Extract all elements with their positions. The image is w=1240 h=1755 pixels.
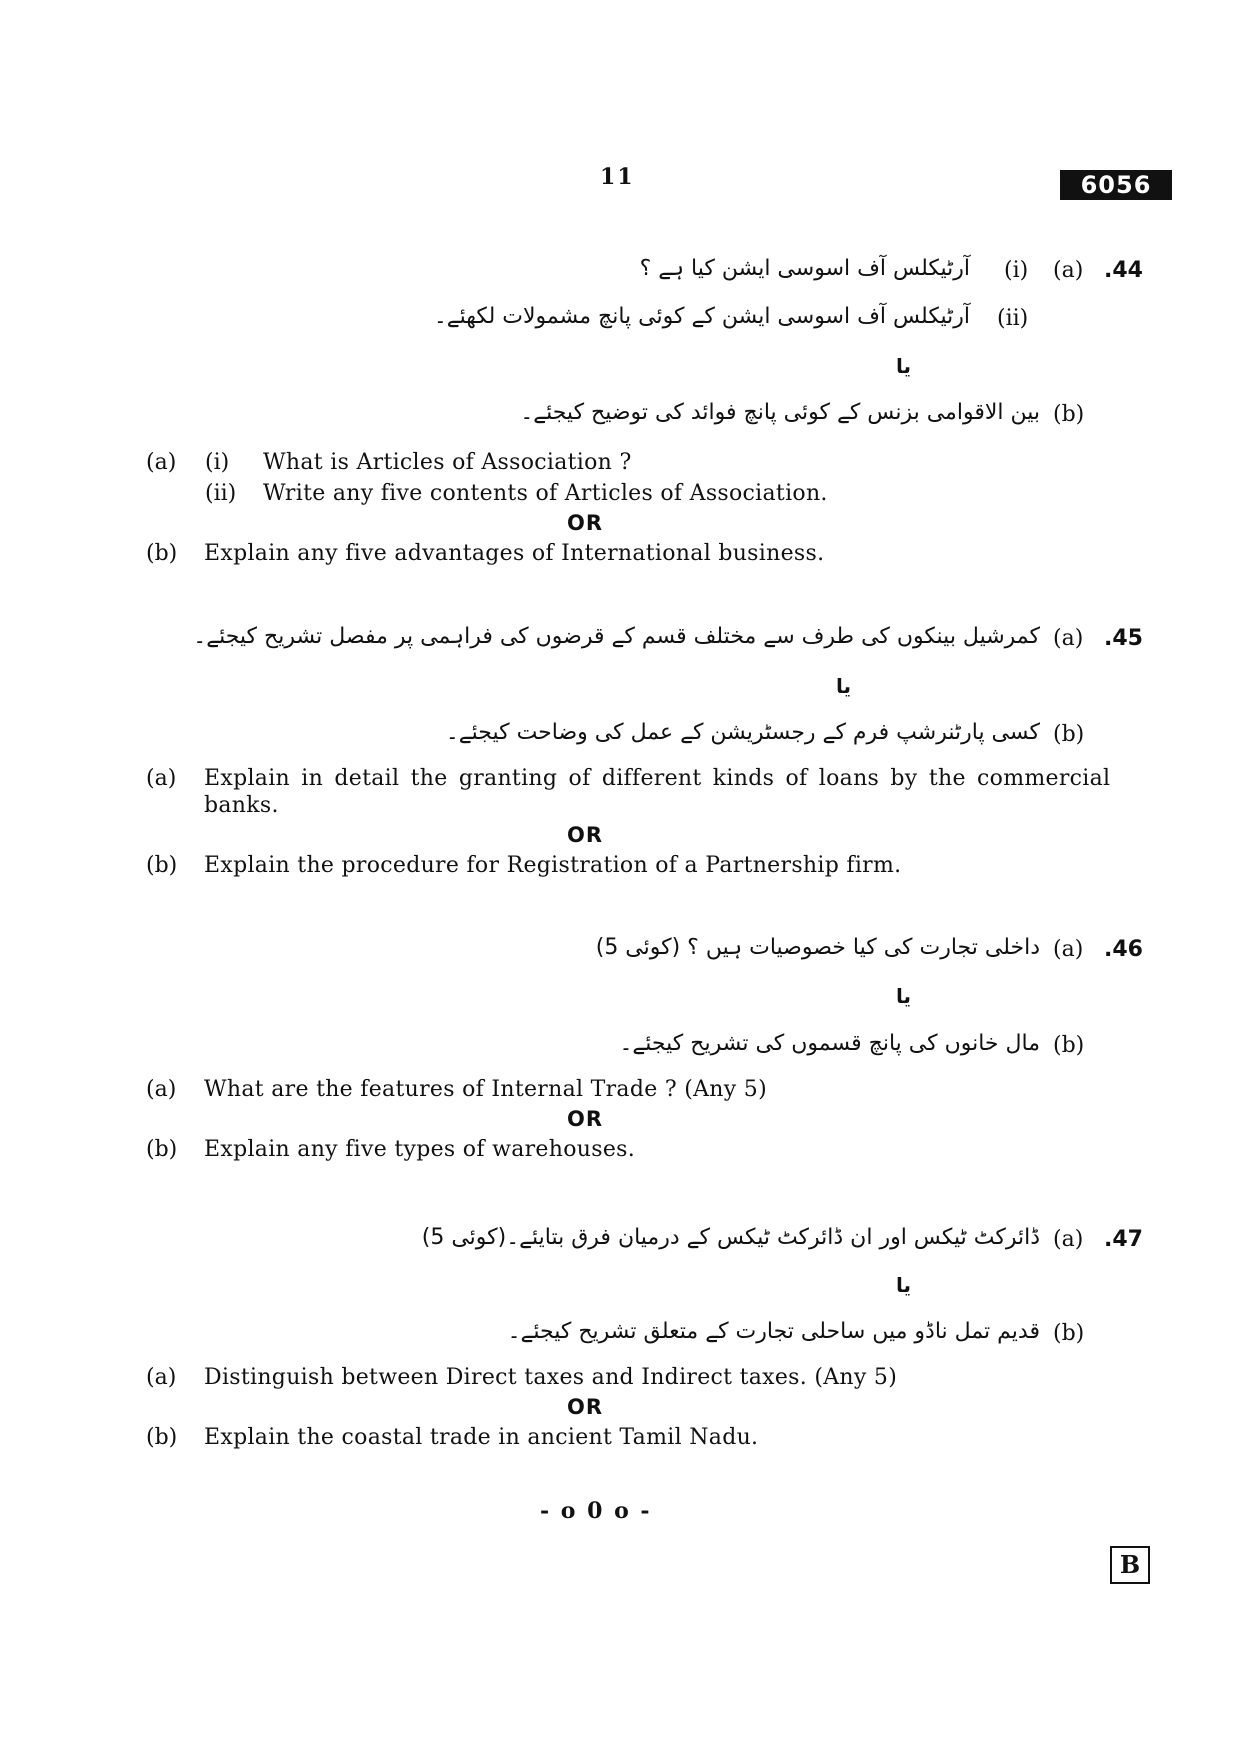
urdu-question-text: بین الاقوامی بزنس کے کوئی پانچ فوائد کی توضیح کیجئے۔ [520,400,1040,425]
english-or-divider: OR [567,1395,604,1419]
end-of-paper-mark: - o 0 o - [540,1498,652,1524]
english-question-text: Explain the procedure for Registration of a Partnership firm. [204,853,902,878]
english-part-b-label: (b) [146,541,178,566]
question-number: .47 [1104,1227,1143,1252]
urdu-question-text: ڈائرکٹ ٹیکس اور ان ڈائرکٹ ٹیکس کے درمیان فرق بتایئے۔(کوئی 5) [421,1225,1040,1250]
urdu-or-divider: یا [896,1273,912,1297]
english-question-text: What are the features of Internal Trade ? (Any 5) [204,1077,767,1102]
urdu-sub-ii-label: (ii) [997,306,1029,331]
urdu-question-text: داخلی تجارت کی کیا خصوصیات ہیں ؟ (کوئی 5) [595,935,1040,960]
urdu-part-b-label: (b) [1053,722,1085,747]
urdu-question-text: مال خانوں کی پانچ قسموں کی تشریح کیجئے۔ [619,1031,1040,1056]
english-part-a-label: (a) [146,1077,177,1102]
english-part-b-label: (b) [146,1425,178,1450]
urdu-part-a-label: (a) [1053,937,1084,962]
urdu-or-divider: یا [896,984,912,1008]
english-or-divider: OR [567,1107,604,1131]
english-sub-i-label: (i) [205,450,230,475]
english-question-text: Explain the coastal trade in ancient Tamil Nadu. [204,1425,759,1450]
english-or-divider: OR [567,823,604,847]
english-part-a-label: (a) [146,450,177,475]
urdu-sub-i-label: (i) [1004,258,1029,283]
urdu-part-b-label: (b) [1053,402,1085,427]
english-or-divider: OR [567,511,604,535]
english-part-b-label: (b) [146,853,178,878]
urdu-question-text: آرٹیکلس آف اسوسی ایشن کے کوئی پانچ مشمولات لکھئے۔ [433,304,970,329]
question-number: .44 [1104,258,1143,283]
english-part-b-label: (b) [146,1137,178,1162]
english-question-text: What is Articles of Association ? [263,450,632,475]
urdu-question-text: آرٹیکلس آف اسوسی ایشن کیا ہے ؟ [639,256,970,281]
urdu-part-a-label: (a) [1053,258,1084,283]
urdu-question-text: قدیم تمل ناڈو میں ساحلی تجارت کے متعلق تشریح کیجئے۔ [507,1319,1040,1344]
urdu-part-b-label: (b) [1053,1321,1085,1346]
urdu-question-text: کسی پارٹنرشپ فرم کے رجسٹریشن کے عمل کی وضاحت کیجئے۔ [445,720,1040,745]
urdu-question-text: کمرشیل بینکوں کی طرف سے مختلف قسم کے قرضوں کی فراہمی پر مفصل تشریح کیجئے۔ [193,624,1040,649]
english-part-a-label: (a) [146,1365,177,1390]
english-sub-ii-label: (ii) [205,481,237,506]
english-question-text-continued: banks. [204,793,279,818]
urdu-part-b-label: (b) [1053,1033,1085,1058]
urdu-part-a-label: (a) [1053,1227,1084,1252]
english-question-text: Distinguish between Direct taxes and Indirect taxes. (Any 5) [204,1365,898,1390]
page-number: 11 [600,164,635,190]
urdu-or-divider: یا [896,354,912,378]
paper-code-badge: 6056 [1060,170,1172,200]
question-number: .46 [1104,937,1143,962]
english-question-text: Write any five contents of Articles of Association. [263,481,828,506]
urdu-part-a-label: (a) [1053,626,1084,651]
urdu-or-divider: یا [836,674,852,698]
english-question-text: Explain any five types of warehouses. [204,1137,636,1162]
english-question-text: Explain in detail the granting of different kinds of loans by the commercial [204,766,1111,791]
version-box: B [1110,1546,1150,1584]
english-question-text: Explain any five advantages of International business. [204,541,825,566]
question-number: .45 [1104,626,1143,651]
english-part-a-label: (a) [146,766,177,791]
